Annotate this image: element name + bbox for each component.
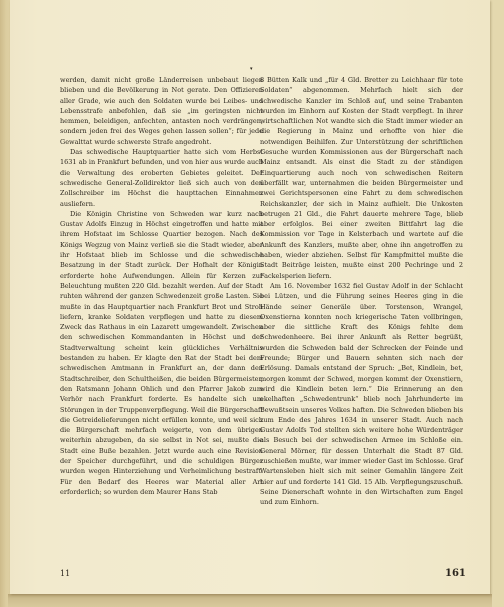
page-number: 161 (445, 568, 466, 579)
left-paragraph-3: Die Königin Christine von Schweden war kurz nach Gustav Adolfs Einzug in Höchst eingetroffen und hatte mit ihrem Hofstaat im Schlosse Quartier bezogen. Nach des Königs Wegzug von Mainz verließ sie die Stadt wieder, aber ihr Hofstaat blieb im Schlosse und die schwedische Besatzung in der Stadt zurück. Der Hofhalt der Königin erforderte hohe Aufwendungen. Allein für Kerzen zur Beleuchtung mußten 220 Gld. bezahlt werden. Auf der Stadt ruhten während der ganzen Schwedenzeit große Lasten. Sie mußte in das Hauptquartier nach Frankfurt Brot und Stroh liefern, kranke Soldaten verpflegen und hatte zu diesem Zweck das Rathaus in ein Lazarett umgewandelt. Zwischen den schwedischen Kommandanten in Höchst und der Stadtverwaltung scheint kein glückliches Verhältnis bestanden zu haben. Er klagte den Rat der Stadt bei dem schwedischen Amtmann in Frankfurt an, der dann den Stadtschreiber, den Schultheißen, die beiden Bürgermeister, den Ratsmann Johann Ohlich und den Pfarrer Jakob zum Verhör nach Frankfurt forderte. Es handelte sich um Störungen in der Truppenverpflegung. Weil die Bürgerschaft die Getreidelieferungen nicht erfüllen konnte, und weil sich die Bürgerschaft mehrfach weigerte, von dem übrigen weiterhin abzugeben, da sie selbst in Not sei, mußte die Stadt eine Buße bezahlen. Jetzt wurde auch eine Revision der Speicher durchgeführt, und die schuldigen Bürger wurden wegen Hinterziehung und Verheimlichung bestraft. Für den Bedarf des Heeres war Material aller Art erforderlich; so wurden dem Maurer Hans Stab (60, 209, 263, 496)
left-paragraph-1: werden, damit nicht große Länderreisen unbebaut liegen blieben und die Bevölkerung in Not gerate. Den Offizieren aller Grade, wie auch den Soldaten wurde bei Leibes- und Lebensstrafe anbefohlen, daß sie „im geringsten nicht hemmen, beleidigen, anfechten, antasten noch verdrängen, sondern jeden frei des Weges gehen lassen sollen“; für jede Gewalttat wurde schwerste Strafe angedroht. (60, 76, 263, 146)
left-paragraph-2: Das schwedische Hauptquartier hatte sich vom Herbst 1631 ab in Frankfurt befunden, und von hier aus wurde auch die Verwaltung des eroberten Gebietes geleitet. Der schwedische General-Zolldirektor ließ sich auch von den Zollschreiber im Höchst die haupttachen Einnahmen ausliefern. (60, 148, 263, 208)
top-marker: ▾ (250, 66, 253, 72)
left-column (60, 75, 263, 497)
page-bottom-edge (8, 594, 492, 607)
right-paragraph-2: Am 16. November 1632 fiel Gustav Adolf in der Schlacht bei Lützen, und die Führung seines Heeres ging in die Hände seiner Generäle über. Torstenson, Wrangel, Oxenstierna konnten noch kriegerische Taten vollbringen, aber die sittliche Kraft des Königs fehlte dem Schwedenheere. Bei ihrer Ankunft als Retter begrüßt, wurden die Schweden bald der Schrecken der Feinde und Freunde; Bürger und Bauern sehnten sich nach der Erlösung. Damals entstand der Spruch: „Bet, Kindlein, bet, morgen kommt der Schwed, morgen kommt der Oxenstiern, wird die Kindlein beten lern.“ Die Erinnerung an den ekelhaften „Schwedentrunk“ blieb noch Jahrhunderte im Bewußtsein unseres Volkes haften. Die Schweden blieben bis zum Ende des Jahres 1634 in unserer Stadt. Auch nach Gustav Adolfs Tod stellten sich weitere hohe Würdenträger als Besuch bei der schwedischen Armee im Schloße ein. General Mörner, für dessen Unterhalt die Stadt 87 Gld. zuschießen mußte, war immer wieder Gast im Schlosse. Graf Wartensleben hielt sich mit seiner Gemahlin längere Zeit hier auf und forderte 141 Gld. 15 Alb. Verpflegungszuschuß. Seine Dienerschaft wohnte in den Wirtschaften zum Engel und zum Einhorn. (260, 281, 463, 507)
right-column (260, 75, 463, 507)
signature-mark: 11 (60, 569, 71, 578)
right-paragraph-1: 8 Bütten Kalk und „für 4 Gld. Bretter zu Leichhaar für tote Soldaten“ abgenommen. Mehrfach hielt sich der schwedische Kanzler im Schloß auf, und seine Trabanten wurden im Einhorn auf Kosten der Stadt verpflegt. In ihrer wirtschaftlichen Not wandte sich die Stadt immer wieder an die Regierung in Mainz und erhoffte von hier die notwendigen Beihilfen. Zur Unterstützung der schriftlichen Gesuche wurden Kommissionen aus der Bürgerschaft nach Mainz entsandt. Als einst die Stadt zu der ständigen Einquartierung auch noch von schwedischen Reitern überfällt war, unternahmen die beiden Bürgermeister und zwei Gerichtspersonen eine Fahrt zu dem schwedischen Reichskanzler, der sich in Mainz aufhielt. Die Unkosten betrugen 21 Gld., die Fahrt dauerte mehrere Tage, blieb aber erfolglos. Bei einer zweiten Bittfahrt lag die Kommission vor Tage in Kelsterbach und wartete auf die Ankunft des Kanzlers, mußte aber, ohne ihn angetroffen zu haben, wieder abziehen. Selbst für Kampfmittel mußte die Stadt Beiträge leisten, mußte einst 200 Pechringe und 2 Fackelsperien liefern. (260, 76, 463, 280)
